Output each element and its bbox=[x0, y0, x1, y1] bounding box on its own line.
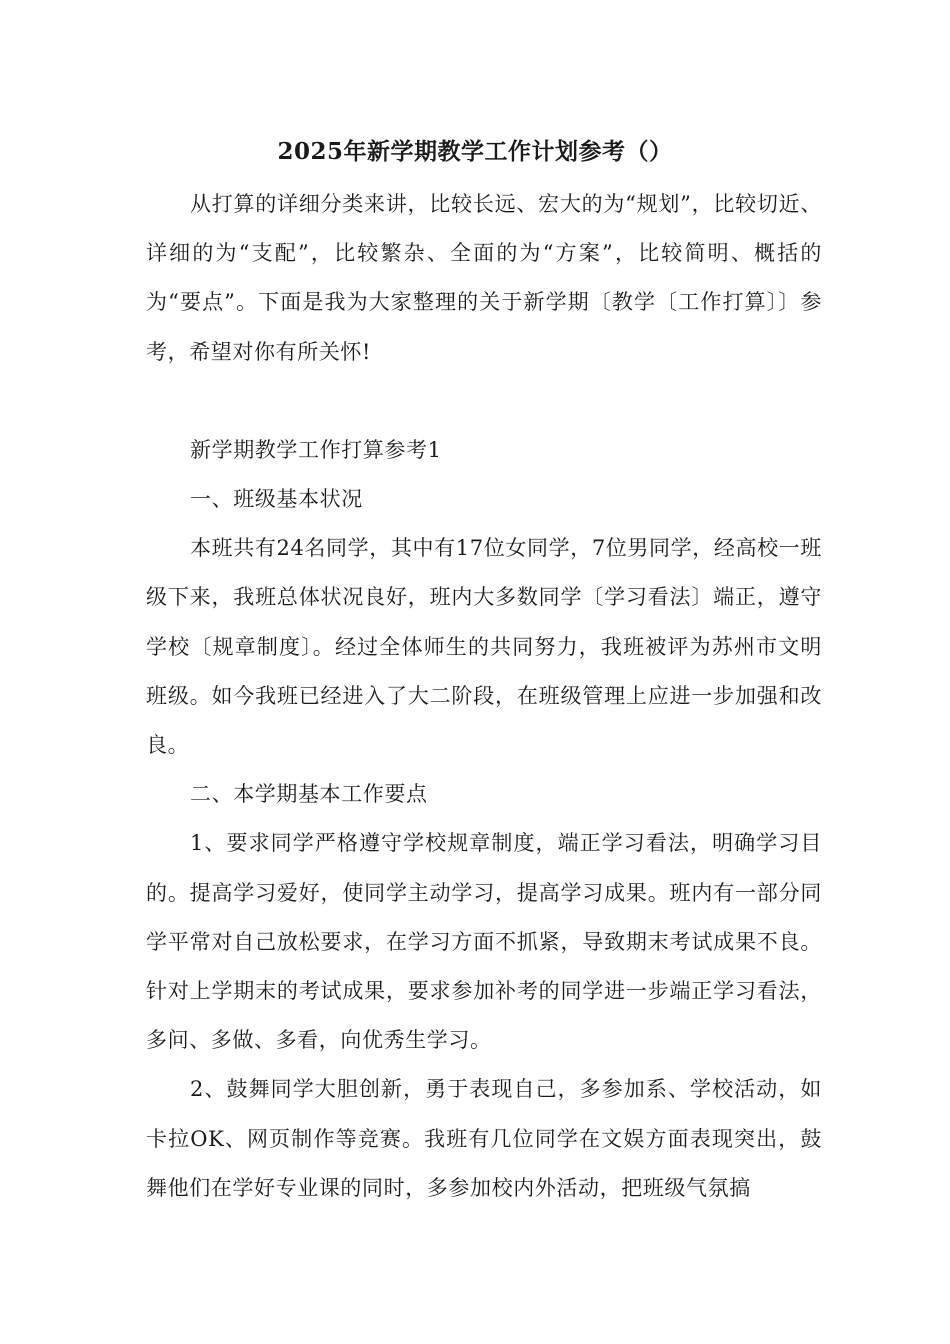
section-heading-work-points: 二、本学期基本工作要点 bbox=[190, 782, 428, 807]
section-heading-class-status: 一、班级基本状况 bbox=[190, 487, 363, 512]
document-body bbox=[146, 180, 822, 1213]
section-title: 新学期教学工作打算参考1 bbox=[190, 437, 442, 462]
work-point-1-paragraph: 1、要求同学严格遵守学校规章制度，端正学习看法，明确学习目的。提高学习爱好，使同学主动学习，提高学习成果。班内有一部分同学平常对自己放松要求，在学习方面不抓紧，导致期末考试成果不良。针对上学期末的考试成果，要求参加补考的同学进一步端正学习看法，多问、多做、多看，向优秀生学习。 bbox=[146, 831, 822, 1053]
document-title: 2025年新学期教学工作计划参考（） bbox=[277, 138, 673, 165]
class-status-paragraph: 本班共有24名同学，其中有17位女同学，7位男同学，经高校一班级下来，我班总体状况良好，班内大多数同学〔学习看法〕端正，遵守学校〔规章制度〕。经过全体师生的共同努力，我班被评为苏州市文明班级。如今我班已经进入了大二阶段，在班级管理上应进一步加强和改良。 bbox=[146, 536, 822, 758]
intro-paragraph: 从打算的详细分类来讲，比较长远、宏大的为“规划”，比较切近、详细的为“支配”，比较繁杂、全面的为“方案”，比较简明、概括的为“要点”。下面是我为大家整理的关于新学期〔教学〔工作打算〕〕参考，希望对你有所关怀! bbox=[146, 192, 822, 364]
work-point-2-paragraph: 2、鼓舞同学大胆创新，勇于表现自己，多参加系、学校活动，如卡拉OK、网页制作等竞赛。我班有几位同学在文娱方面表现突出，鼓舞他们在学好专业课的同时，多参加校内外活动，把班级气氛搞 bbox=[146, 1077, 822, 1200]
